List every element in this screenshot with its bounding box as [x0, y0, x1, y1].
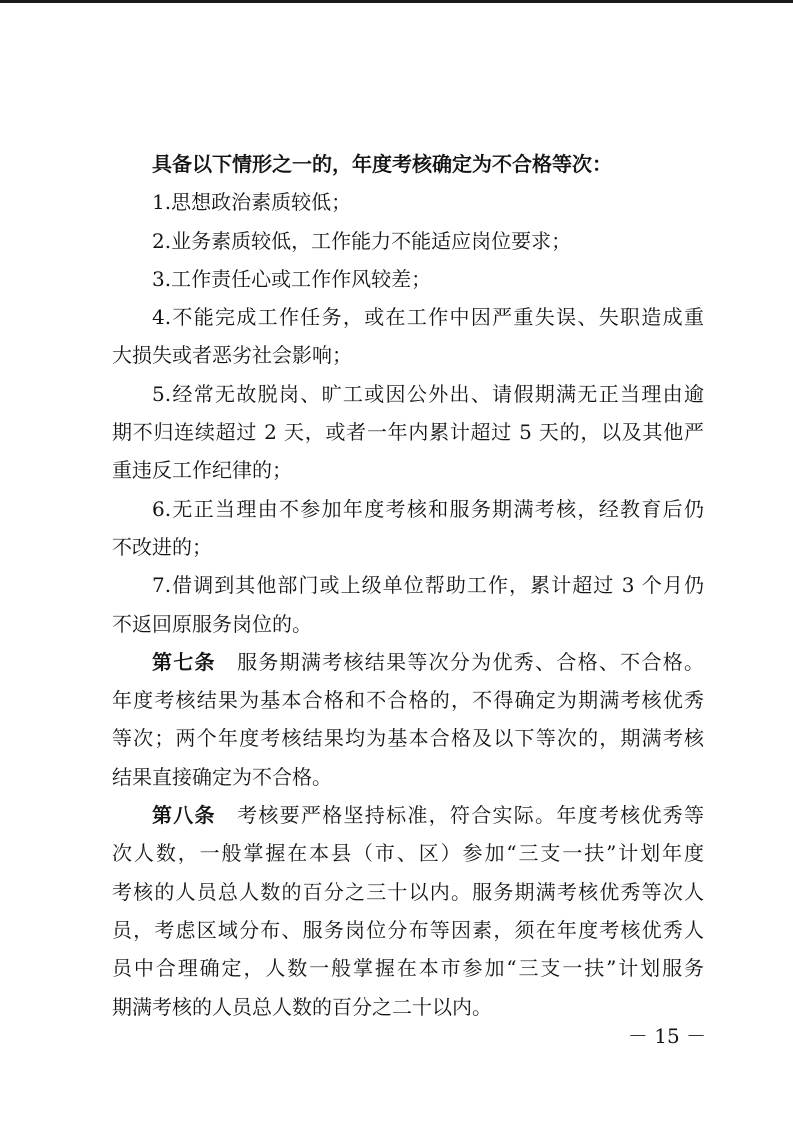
article-8-line-4: 员，考虑区域分布、服务岗位分布等因素，须在年度考核优秀人 [112, 917, 704, 942]
article-7-text-1: 服务期满考核结果等次分为优秀、合格、不合格。 [235, 649, 704, 674]
list-item-6-line-2: 不改进的； [112, 534, 212, 559]
article-8-line-3: 考核的人员总人数的百分之三十以内。服务期满考核优秀等次人 [112, 879, 704, 904]
article-8-line-1 [112, 796, 704, 834]
page-number: － 15 － [627, 1024, 707, 1048]
list-item-3: 3.工作责任心或工作作风较差； [152, 266, 432, 291]
list-item-2: 2.业务素质较低，工作能力不能适应岗位要求； [152, 228, 572, 253]
list-item-5-line-3: 重违反工作纪律的； [112, 458, 292, 483]
article-7-line-1 [112, 643, 704, 681]
top-border-rule [0, 0, 793, 3]
list-item-6-line-1: 6.无正当理由不参加年度考核和服务期满考核，经教育后仍 [152, 496, 704, 521]
article-8-line-5: 员中合理确定，人数一般掌握在本市参加“三支一扶”计划服务 [112, 956, 704, 981]
list-item-5-line-2: 期不归连续超过 2 天，或者一年内累计超过 5 天的，以及其他严 [112, 420, 704, 445]
article-7-line-2: 年度考核结果为基本合格和不合格的，不得确定为期满考核优秀 [112, 688, 704, 713]
list-item-1: 1.思想政治素质较低； [152, 190, 352, 215]
document-body [112, 145, 704, 1026]
list-item-5-line-1: 5.经常无故脱岗、旷工或因公外出、请假期满无正当理由逾 [152, 381, 704, 406]
article-8-line-2: 次人数，一般掌握在本县（市、区）参加“三支一扶”计划年度 [112, 841, 704, 866]
article-7-line-4: 结果直接确定为不合格。 [112, 764, 332, 789]
article-8-line-6: 期满考核的人员总人数的百分之二十以内。 [112, 994, 492, 1019]
list-item-7-line-1: 7.借调到其他部门或上级单位帮助工作，累计超过 3 个月仍 [152, 573, 704, 598]
list-item-4-line-1: 4.不能完成工作任务，或在工作中因严重失误、失职造成重 [152, 305, 704, 330]
article-8-text-1: 考核要严格坚持标准，符合实际。年度考核优秀等 [235, 803, 704, 828]
list-item-4-line-2: 大损失或者恶劣社会影响； [112, 343, 352, 368]
section-heading: 具备以下情形之一的，年度考核确定为不合格等次： [152, 152, 612, 176]
article-7-line-3: 等次；两个年度考核结果均为基本合格及以下等次的，期满考核 [112, 726, 704, 751]
list-item-7-line-2: 不返回原服务岗位的。 [112, 611, 312, 636]
article-7-title: 第七条 [152, 649, 216, 674]
article-8-title: 第八条 [152, 803, 216, 828]
